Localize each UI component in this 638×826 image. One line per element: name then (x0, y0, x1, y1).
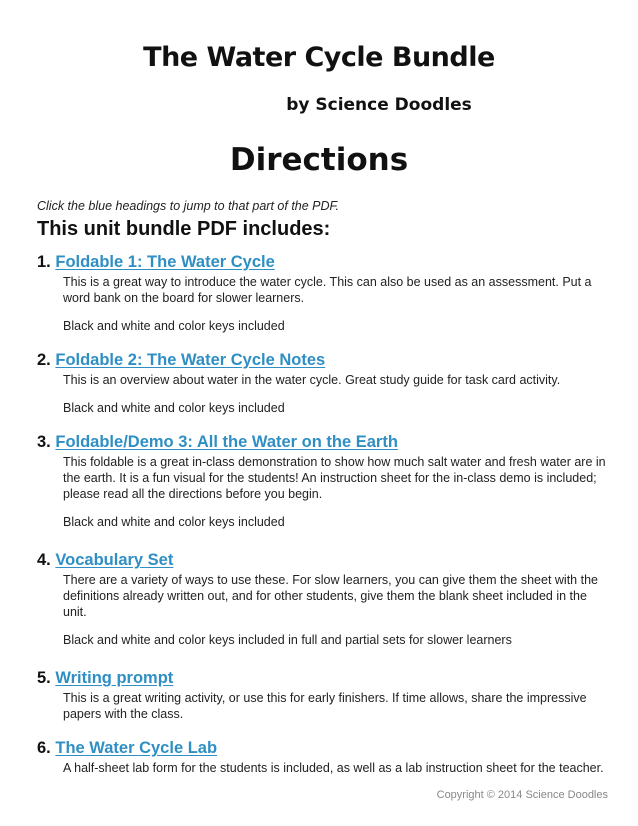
item-heading (37, 350, 607, 370)
item-number: 5. (37, 669, 51, 687)
item-number: 1. (37, 253, 51, 271)
item-keys-note: Black and white and color keys included (63, 515, 285, 529)
list-item (37, 350, 607, 416)
item-keys-note: Black and white and color keys included (63, 319, 285, 333)
item-description: There are a variety of ways to use these. For slow learners, you can give them the sheet with the definitions already written out, and for other students, give them the blank sheet included in the unit. (63, 573, 598, 619)
instruction-text: Click the blue headings to jump to that part of the PDF. (37, 199, 340, 213)
foldable-1-link[interactable]: Foldable 1: The Water Cycle (55, 253, 275, 271)
subtitle-text: by Science Doodles (286, 95, 472, 115)
copyright-notice: Copyright © 2014 Science Doodles (436, 789, 608, 801)
list-item (37, 738, 607, 776)
directions-heading: Directions (229, 142, 409, 178)
item-keys-note: Black and white and color keys included (63, 401, 285, 415)
writing-prompt-link[interactable]: Writing prompt (55, 669, 174, 687)
item-heading (37, 668, 607, 688)
list-item (37, 252, 607, 334)
item-heading (37, 550, 607, 570)
item-description: This foldable is a great in-class demonstration to show how much salt water and fresh water are in the earth. It is a fun visual for the students! An instruction sheet for the in-class demo is included; please read all the directions before you begin. (63, 455, 606, 501)
foldable-demo-3-link[interactable]: Foldable/Demo 3: All the Water on the Earth (55, 433, 398, 451)
item-heading (37, 252, 607, 272)
item-number: 6. (37, 739, 51, 757)
item-description: This is a great writing activity, or use this for early finishers. If time allows, share the impressive papers with the class. (63, 691, 587, 721)
page-subtitle (0, 94, 638, 116)
item-number: 2. (37, 351, 51, 369)
includes-heading: This unit bundle PDF includes: (37, 218, 331, 240)
item-description: A half-sheet lab form for the students is included, as well as a lab instruction sheet for the teacher. (63, 761, 604, 775)
item-number: 4. (37, 551, 51, 569)
vocabulary-set-link[interactable]: Vocabulary Set (55, 551, 174, 569)
item-description: This is a great way to introduce the water cycle. This can also be used as an assessment. Put a word bank on the board for slower learners. (63, 275, 592, 305)
item-keys-note: Black and white and color keys included in full and partial sets for slower learners (63, 633, 512, 647)
list-item (37, 432, 607, 530)
list-item (37, 550, 607, 648)
item-heading (37, 432, 607, 452)
water-cycle-lab-link[interactable]: The Water Cycle Lab (55, 739, 218, 757)
list-item (37, 668, 607, 722)
foldable-2-link[interactable]: Foldable 2: The Water Cycle Notes (55, 351, 326, 369)
item-heading (37, 738, 607, 758)
page-title: The Water Cycle Bundle (143, 42, 495, 73)
item-description: This is an overview about water in the water cycle. Great study guide for task card activity. (63, 373, 561, 387)
item-number: 3. (37, 433, 51, 451)
